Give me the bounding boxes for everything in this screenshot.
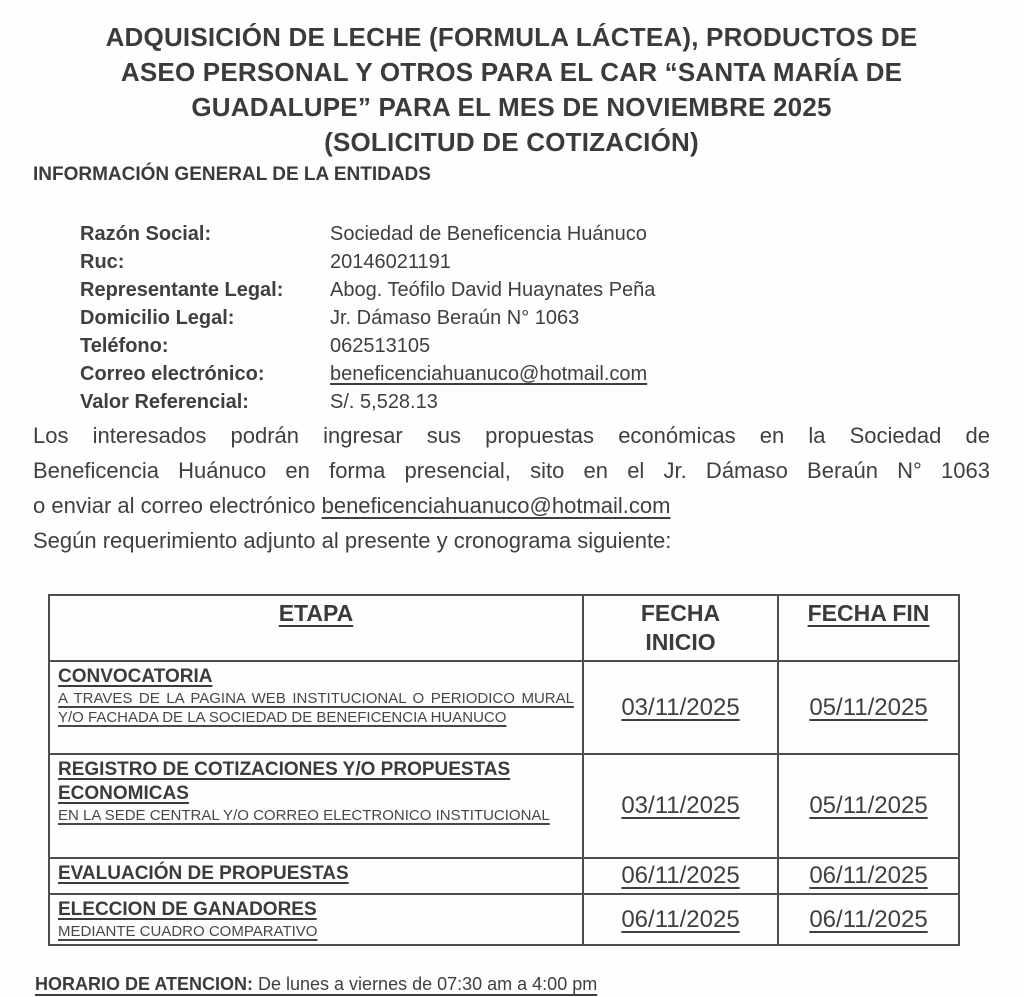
registro-fecha-fin-cell [778,754,959,858]
registro-etapa-cell [49,754,583,858]
section-heading-informacion-general: INFORMACIÓN GENERAL DE LA ENTIDADS [33,164,431,185]
column-header-fecha-inicio [583,595,778,661]
title-line-1: ADQUISICIÓN DE LECHE (FORMULA LÁCTEA), PRODUCTOS DE [105,22,918,52]
registro-fecha-inicio-cell [583,754,778,858]
eleccion-title: ELECCION DE GANADORES [58,899,317,920]
ruc-label: Ruc: [80,251,125,273]
horario-atencion-label: HORARIO DE ATENCION: [35,974,253,994]
convocatoria-fecha-fin: 05/11/2025 [809,693,928,721]
title-line-3: GUADALUPE” PARA EL MES DE NOVIEMBRE 2025 [191,92,832,122]
evaluacion-fecha-fin: 06/11/2025 [809,862,928,889]
convocatoria-fecha-fin-cell [778,661,959,754]
razon-social-label: Razón Social: [80,223,212,245]
table-row-convocatoria [49,661,959,754]
horario-atencion-line [33,972,597,996]
paragraph-line-1: Los interesados podrán ingresar sus propuestas económicas en la Sociedad de [33,423,990,448]
convocatoria-title: CONVOCATORIA [58,666,213,687]
evaluacion-title: EVALUACIÓN DE PROPUESTAS [58,863,349,884]
eleccion-fecha-inicio-cell [583,894,778,945]
paragraph-line-2: Beneficencia Huánuco en forma presencial, sito en el Jr. Dámaso Beraún N° 1063 [33,458,990,483]
paragraph-email-link[interactable]: beneficenciahuanuco@hotmail.com [321,493,671,518]
document-title [33,20,990,160]
paragraph-line-3 [33,488,990,523]
telefono-value: 062513105 [330,335,431,357]
column-header-etapa: ETAPA [49,595,583,661]
title-line-4: (SOLICITUD DE COTIZACIÓN) [324,127,699,157]
table-header-row [49,595,959,661]
info-row-razon-social [80,220,990,248]
registro-subtitle: EN LA SEDE CENTRAL Y/O CORREO ELECTRONICO INSTITUCIONAL [58,807,550,824]
convocatoria-fecha-inicio-cell [583,661,778,754]
info-row-telefono [80,332,990,360]
eleccion-subtitle: MEDIANTE CUADRO COMPARATIVO [58,923,318,940]
registro-fecha-fin: 05/11/2025 [809,792,928,819]
info-row-valor-referencial [80,388,990,416]
column-header-fecha-inicio-text: FECHA INICIO [640,600,721,655]
paragraph-line-4: Según requerimiento adjunto al presente y cronograma siguiente: [33,528,672,553]
info-row-correo-electronico [80,360,990,388]
registro-fecha-inicio: 03/11/2025 [621,792,740,819]
correo-electronico-label: Correo electrónico: [80,363,265,385]
convocatoria-fecha-inicio: 03/11/2025 [621,693,740,721]
paragraph-line-3-text: o enviar al correo electrónico [33,493,322,518]
valor-referencial-value: S/. 5,528.13 [330,391,438,413]
cronograma-table [48,594,960,946]
representante-legal-label: Representante Legal: [80,279,284,301]
registro-title: REGISTRO DE COTIZACIONES Y/O PROPUESTAS ECONOMICAS [58,759,511,804]
column-header-fecha-fin: FECHA FIN [778,595,959,661]
representante-legal-value: Abog. Teófilo David Huaynates Peña [330,279,656,301]
correo-electronico-email-link[interactable]: beneficenciahuanuco@hotmail.com [330,363,648,385]
intro-paragraph [33,418,990,558]
horario-atencion-text: De lunes a viernes de 07:30 am a 4:00 pm [253,974,598,994]
domicilio-legal-label: Domicilio Legal: [80,307,235,329]
convocatoria-etapa-cell [49,661,583,754]
evaluacion-etapa-cell [49,858,583,894]
valor-referencial-label: Valor Referencial: [80,391,249,413]
evaluacion-fecha-inicio: 06/11/2025 [621,862,740,889]
entity-info-block [80,220,990,416]
table-row-registro-cotizaciones [49,754,959,858]
title-line-2: ASEO PERSONAL Y OTROS PARA EL CAR “SANTA MARÍA DE [120,57,903,87]
evaluacion-fecha-fin-cell [778,858,959,894]
table-row-evaluacion-propuestas [49,858,959,894]
info-row-domicilio-legal [80,304,990,332]
domicilio-legal-value: Jr. Dámaso Beraún N° 1063 [330,307,580,329]
eleccion-fecha-fin: 06/11/2025 [809,905,928,933]
razon-social-value: Sociedad de Beneficencia Huánuco [330,223,647,245]
evaluacion-fecha-inicio-cell [583,858,778,894]
eleccion-fecha-inicio: 06/11/2025 [621,905,740,933]
eleccion-etapa-cell [49,894,583,945]
convocatoria-subtitle: A TRAVES DE LA PAGINA WEB INSTITUCIONAL O PERIODICO MURAL Y/O FACHADA DE LA SOCIEDAD DE BENEFICENCIA HUANUCO [58,690,574,726]
eleccion-fecha-fin-cell [778,894,959,945]
telefono-label: Teléfono: [80,335,169,357]
info-row-representante-legal [80,276,990,304]
info-row-ruc [80,248,990,276]
table-row-eleccion-ganadores [49,894,959,945]
ruc-value: 20146021191 [330,251,451,273]
